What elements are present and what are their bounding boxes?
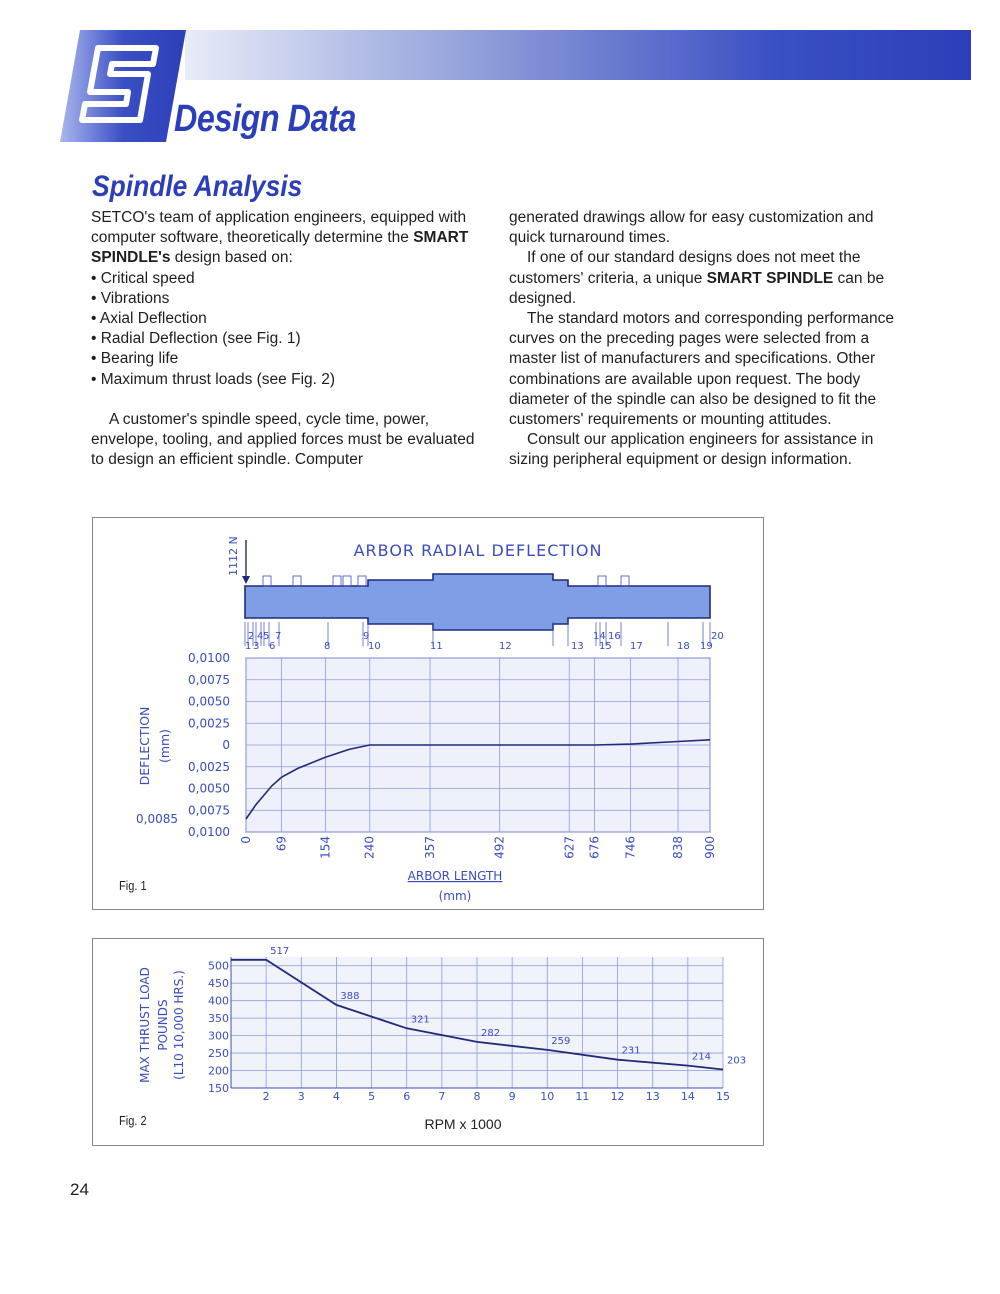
y-axis-label: DEFLECTION [137,706,152,786]
paragraph-1: generated drawings allow for easy customization and quick turnaround times. [509,209,874,247]
x-tick-label: 10 [540,1090,555,1103]
load-label: 1112 N [227,536,240,576]
list-item: • Bearing life [91,349,491,369]
y-tick-label: 0,0050 [188,781,230,796]
data-label: 517 [270,945,290,957]
y-axis-label: MAX THRUST LOAD [138,967,152,1083]
section-title: Spindle Analysis [92,170,303,203]
list-item: • Critical speed [91,269,491,289]
paragraph-2 [509,248,909,309]
chart-title: ARBOR RADIAL DEFLECTION [353,541,603,560]
node-number: 1 [245,641,252,652]
x-axis-label: RPM x 1000 [424,1116,502,1132]
right-column [509,208,909,471]
y-tick-label: 400 [208,994,229,1008]
load-arrow-head [242,576,250,584]
y-axis-label: (L10 10,000 HRS.) [172,970,186,1080]
list-item: • Vibrations [91,289,491,309]
arbor-deflection-chart [93,518,763,909]
x-tick-label: 676 [587,836,602,859]
x-tick-label: 838 [671,836,686,859]
intro-suffix: design based on: [170,249,293,267]
x-axis-unit: (mm) [438,889,472,903]
data-label: 203 [727,1055,747,1067]
intro-paragraph [91,208,491,269]
node-number: 9 [363,631,370,642]
x-tick-label: 2 [262,1090,270,1103]
x-axis-label: ARBOR LENGTH [407,869,503,883]
x-tick-label: 900 [703,836,717,859]
node-number: 7 [275,631,282,642]
x-tick-label: 11 [575,1090,590,1103]
x-tick-label: 240 [362,836,377,859]
x-tick-label: 69 [274,836,289,852]
data-label: 321 [410,1014,430,1026]
y-tick-label: 0,0075 [188,672,230,687]
node-number: 14 [593,631,606,642]
figure-2 [92,938,764,1146]
x-tick-label: 12 [610,1090,625,1103]
bearing-mark [621,576,629,586]
list-item: • Maximum thrust loads (see Fig. 2) [91,370,491,390]
setco-s-logo [60,30,186,142]
x-tick-label: 8 [473,1090,481,1103]
x-tick-label: 9 [508,1090,516,1103]
criteria-list [91,269,491,390]
x-tick-label: 7 [438,1090,446,1103]
node-number: 12 [499,641,512,652]
figure-1-label: Fig. 1 [119,878,147,893]
bearing-mark [358,576,366,586]
y-tick-label: 450 [208,977,229,991]
data-label: 231 [621,1045,641,1057]
header-band [185,30,971,80]
intro-prefix: SETCO's team of application engineers, equipped with computer software, theoretically determine the [91,209,467,247]
page-number: 24 [70,1180,89,1199]
y-tick-label: 300 [208,1029,229,1043]
x-tick-label: 627 [562,836,577,859]
x-tick-label: 5 [368,1090,376,1103]
node-number: 6 [269,641,276,652]
node-number: 5 [263,631,270,642]
x-tick-label: 357 [423,836,438,859]
y-tick-label: 0,0100 [188,825,230,839]
bearing-mark [333,576,341,586]
y-tick-label: 0 [222,738,230,752]
node-number: 3 [253,641,260,652]
node-number: 19 [700,641,713,652]
node-number: 16 [608,631,621,642]
y-tick-label: 350 [208,1012,229,1026]
figure-2-label: Fig. 2 [119,1113,147,1128]
x-tick-label: 3 [297,1090,305,1103]
intro-brand: SMART SPINDLE's [91,229,469,267]
paragraph-4: Consult our application engineers for assistance in sizing peripheral equipment or design information. [509,431,874,469]
y-tick-label: 0,0050 [188,694,230,709]
bearing-mark [598,576,606,586]
x-tick-label: 14 [680,1090,695,1103]
page-title: Design Data [174,98,357,140]
left-column [91,208,491,470]
y-tick-label: 250 [208,1047,229,1061]
node-number: 4 [257,631,264,642]
bearing-mark [263,576,271,586]
node-number: 15 [599,641,612,652]
y-tick-label: 0,0025 [188,716,230,731]
deflection-annotation: 0,0085 [136,811,178,826]
p2-brand: SMART SPINDLE [706,269,834,287]
node-number: 11 [430,641,443,652]
node-number: 18 [677,641,690,652]
data-label: 259 [551,1035,571,1047]
data-label: 282 [481,1027,501,1039]
x-tick-label: 492 [492,836,507,859]
y-tick-label: 150 [208,1082,229,1095]
node-number: 13 [571,641,584,652]
data-label: 214 [691,1051,711,1063]
paragraph-3: The standard motors and corresponding performance curves on the preceding pages were selected from a master list of manufacturers and specifications. Other combinations are available upon request. The body diameter of the spindle can also be designed to fit the customers' requirements or mounting attitudes. [509,310,895,429]
bearing-mark [293,576,301,586]
y-tick-label: 0,0075 [188,803,230,818]
logo-letter: S [60,30,61,31]
y-axis-unit: (mm) [157,728,172,764]
arbor-shaft [245,574,710,630]
node-number: 2 [248,631,255,642]
p2-suffix: can be designed. [509,269,885,307]
node-number: 10 [368,641,381,652]
list-item: • Radial Deflection (see Fig. 1) [91,329,491,349]
thrust-load-chart [93,939,763,1145]
node-number: 8 [324,641,331,652]
y-axis-label: POUNDS [156,999,170,1051]
bearing-mark [343,576,351,586]
closing-paragraph: A customer's spindle speed, cycle time, power, envelope, tooling, and applied forces must be evaluated to design an efficient spindle. Computer [91,410,475,469]
data-label: 388 [340,990,360,1002]
node-number: 17 [630,641,643,652]
p2-prefix: If one of our standard designs does not meet the customers' criteria, a unique [509,249,861,287]
y-tick-label: 0,0025 [188,759,230,774]
x-tick-label: 13 [645,1090,660,1103]
x-tick-label: 4 [332,1090,340,1103]
x-tick-label: 0 [239,836,253,844]
x-tick-label: 154 [318,836,333,859]
y-tick-label: 500 [208,959,229,973]
figure-1 [92,517,764,910]
y-tick-label: 0,0100 [188,651,230,665]
y-tick-label: 200 [208,1064,229,1078]
list-item: • Axial Deflection [91,309,491,329]
x-tick-label: 15 [716,1090,730,1103]
x-tick-label: 6 [403,1090,411,1103]
x-tick-label: 746 [623,836,638,859]
node-number: 20 [711,631,724,642]
